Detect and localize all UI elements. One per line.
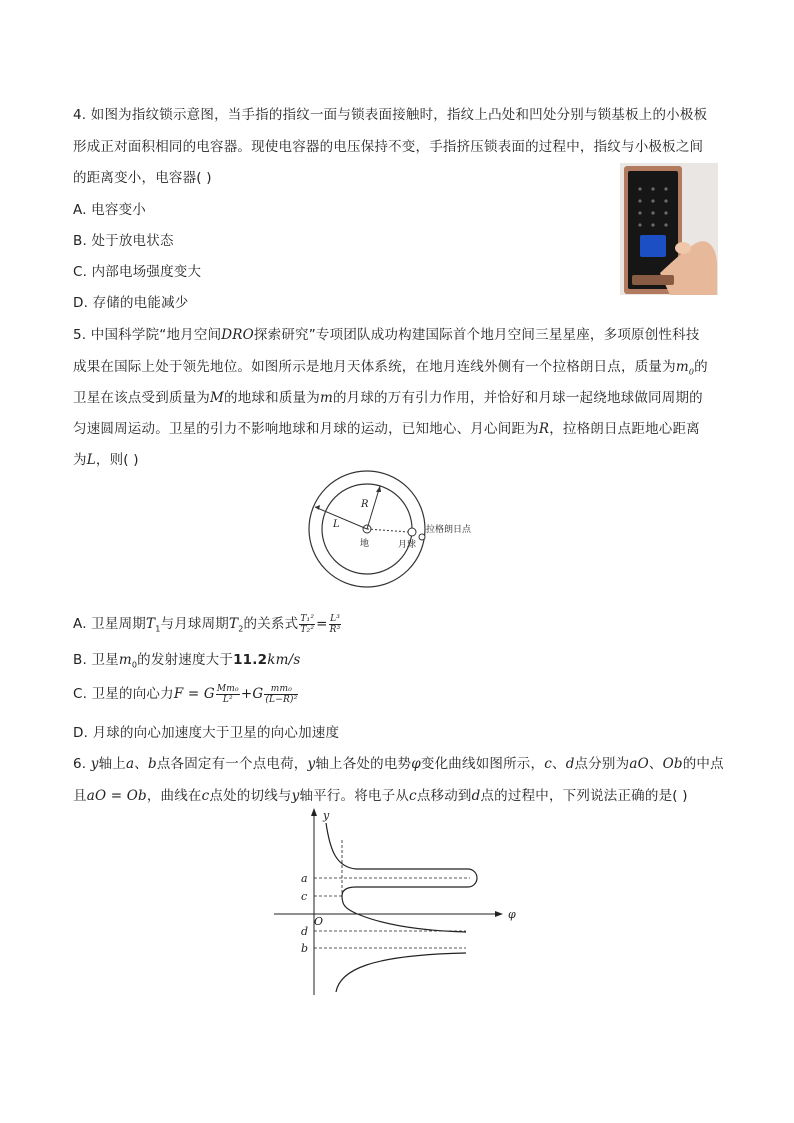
q5-option-a: A. 卫星周期$T_1$与月球周期$T_2$的关系式 $\frac{\text{T₁²}}{\text{T₂²}}$ = $\frac{\text{L³}}{\text{R³}}$ <box>73 613 341 635</box>
label-phi: φ <box>508 908 516 921</box>
q5-stem-line-2: 成果在国际上处于领先地位。如图所示是地月天体系统，在地月连线外侧有一个拉格朗日点，质量为$m_0$的 <box>73 359 708 377</box>
q5-option-b: B. 卫星$m_0$的发射速度大于11.2km/s <box>73 652 301 670</box>
q5-stem-line-4: 匀速圆周运动。卫星的引力不影响地球和月球的运动，已知地心、月心间距为R，拉格朗日点距地心距离 <box>73 421 700 437</box>
lagrange-point <box>419 534 425 540</box>
moon-circle <box>408 528 416 536</box>
label-l: L <box>333 519 340 530</box>
q5-stem-line-3: 卫星在该点受到质量为M的地球和质量为m的月球的万有引力作用，并恰好和月球一起绕地球做同周期的 <box>73 390 703 406</box>
potential-curve-lower <box>336 953 466 992</box>
label-y: y <box>323 809 330 822</box>
q5-option-c: C. 卫星的向心力F = G $\frac{\text{Mm₀}}{\text{L²}}$ +G $\frac{\text{mm₀}}{\text{(L−R)²}}$ <box>73 683 298 705</box>
q5-option-d: D. 月球的向心加速度大于卫星的向心加速度 <box>73 725 340 741</box>
label-b: b <box>301 942 309 955</box>
fingerprint-lock-photo <box>620 163 718 295</box>
q4-option-d: D. 存储的电能减少 <box>73 295 189 311</box>
label-c: c <box>301 890 308 903</box>
q4-option-b: B. 处于放电状态 <box>73 233 174 249</box>
label-r: R <box>361 499 369 510</box>
q5-stem-line-1: 5. 中国科学院“地月空间DRO探索研究”专项团队成功构建国际首个地月空间三星星座，多项原创性科技 <box>73 327 700 343</box>
label-earth: 地 <box>360 539 370 549</box>
label-a: a <box>301 872 308 885</box>
radius-arrow-r <box>367 486 380 529</box>
q6-stem-line-2: 且aO = Ob，曲线在c点处的切线与y轴平行。将电子从c点移动到d点的过程中，下列说法正确的是( ) <box>73 788 688 804</box>
potential-graph <box>270 805 530 1000</box>
earth-moon-line <box>367 529 409 532</box>
q4-stem-line-2: 形成正对面积相同的电容器。现使电容器的电压保持不变，手指挤压锁表面的过程中，指纹与小极板之间 <box>73 139 704 155</box>
q4-option-a: A. 电容变小 <box>73 202 146 218</box>
q4-option-c: C. 内部电场强度变大 <box>73 264 202 280</box>
q6-stem-line-1: 6. y轴上a、b点各固定有一个点电荷，y轴上各处的电势φ变化曲线如图所示，c、d点分别为aO、Ob的中点 <box>73 756 724 772</box>
q4-stem-line-1: 4. 如图为指纹锁示意图，当手指的指纹一面与锁表面接触时，指纹上凸处和凹处分别与锁基板上的小极板 <box>73 107 708 123</box>
label-moon: 月球 <box>398 540 417 550</box>
q5-stem-line-5: 为L，则( ) <box>73 452 139 468</box>
q4-stem-line-3: 的距离变小，电容器( ) <box>73 170 212 186</box>
label-o: O <box>314 915 324 928</box>
label-lagrange: 拉格朗日点 <box>426 525 472 535</box>
label-d: d <box>301 925 309 938</box>
potential-curve-upper <box>326 823 477 932</box>
earth-moon-diagram <box>300 470 500 600</box>
